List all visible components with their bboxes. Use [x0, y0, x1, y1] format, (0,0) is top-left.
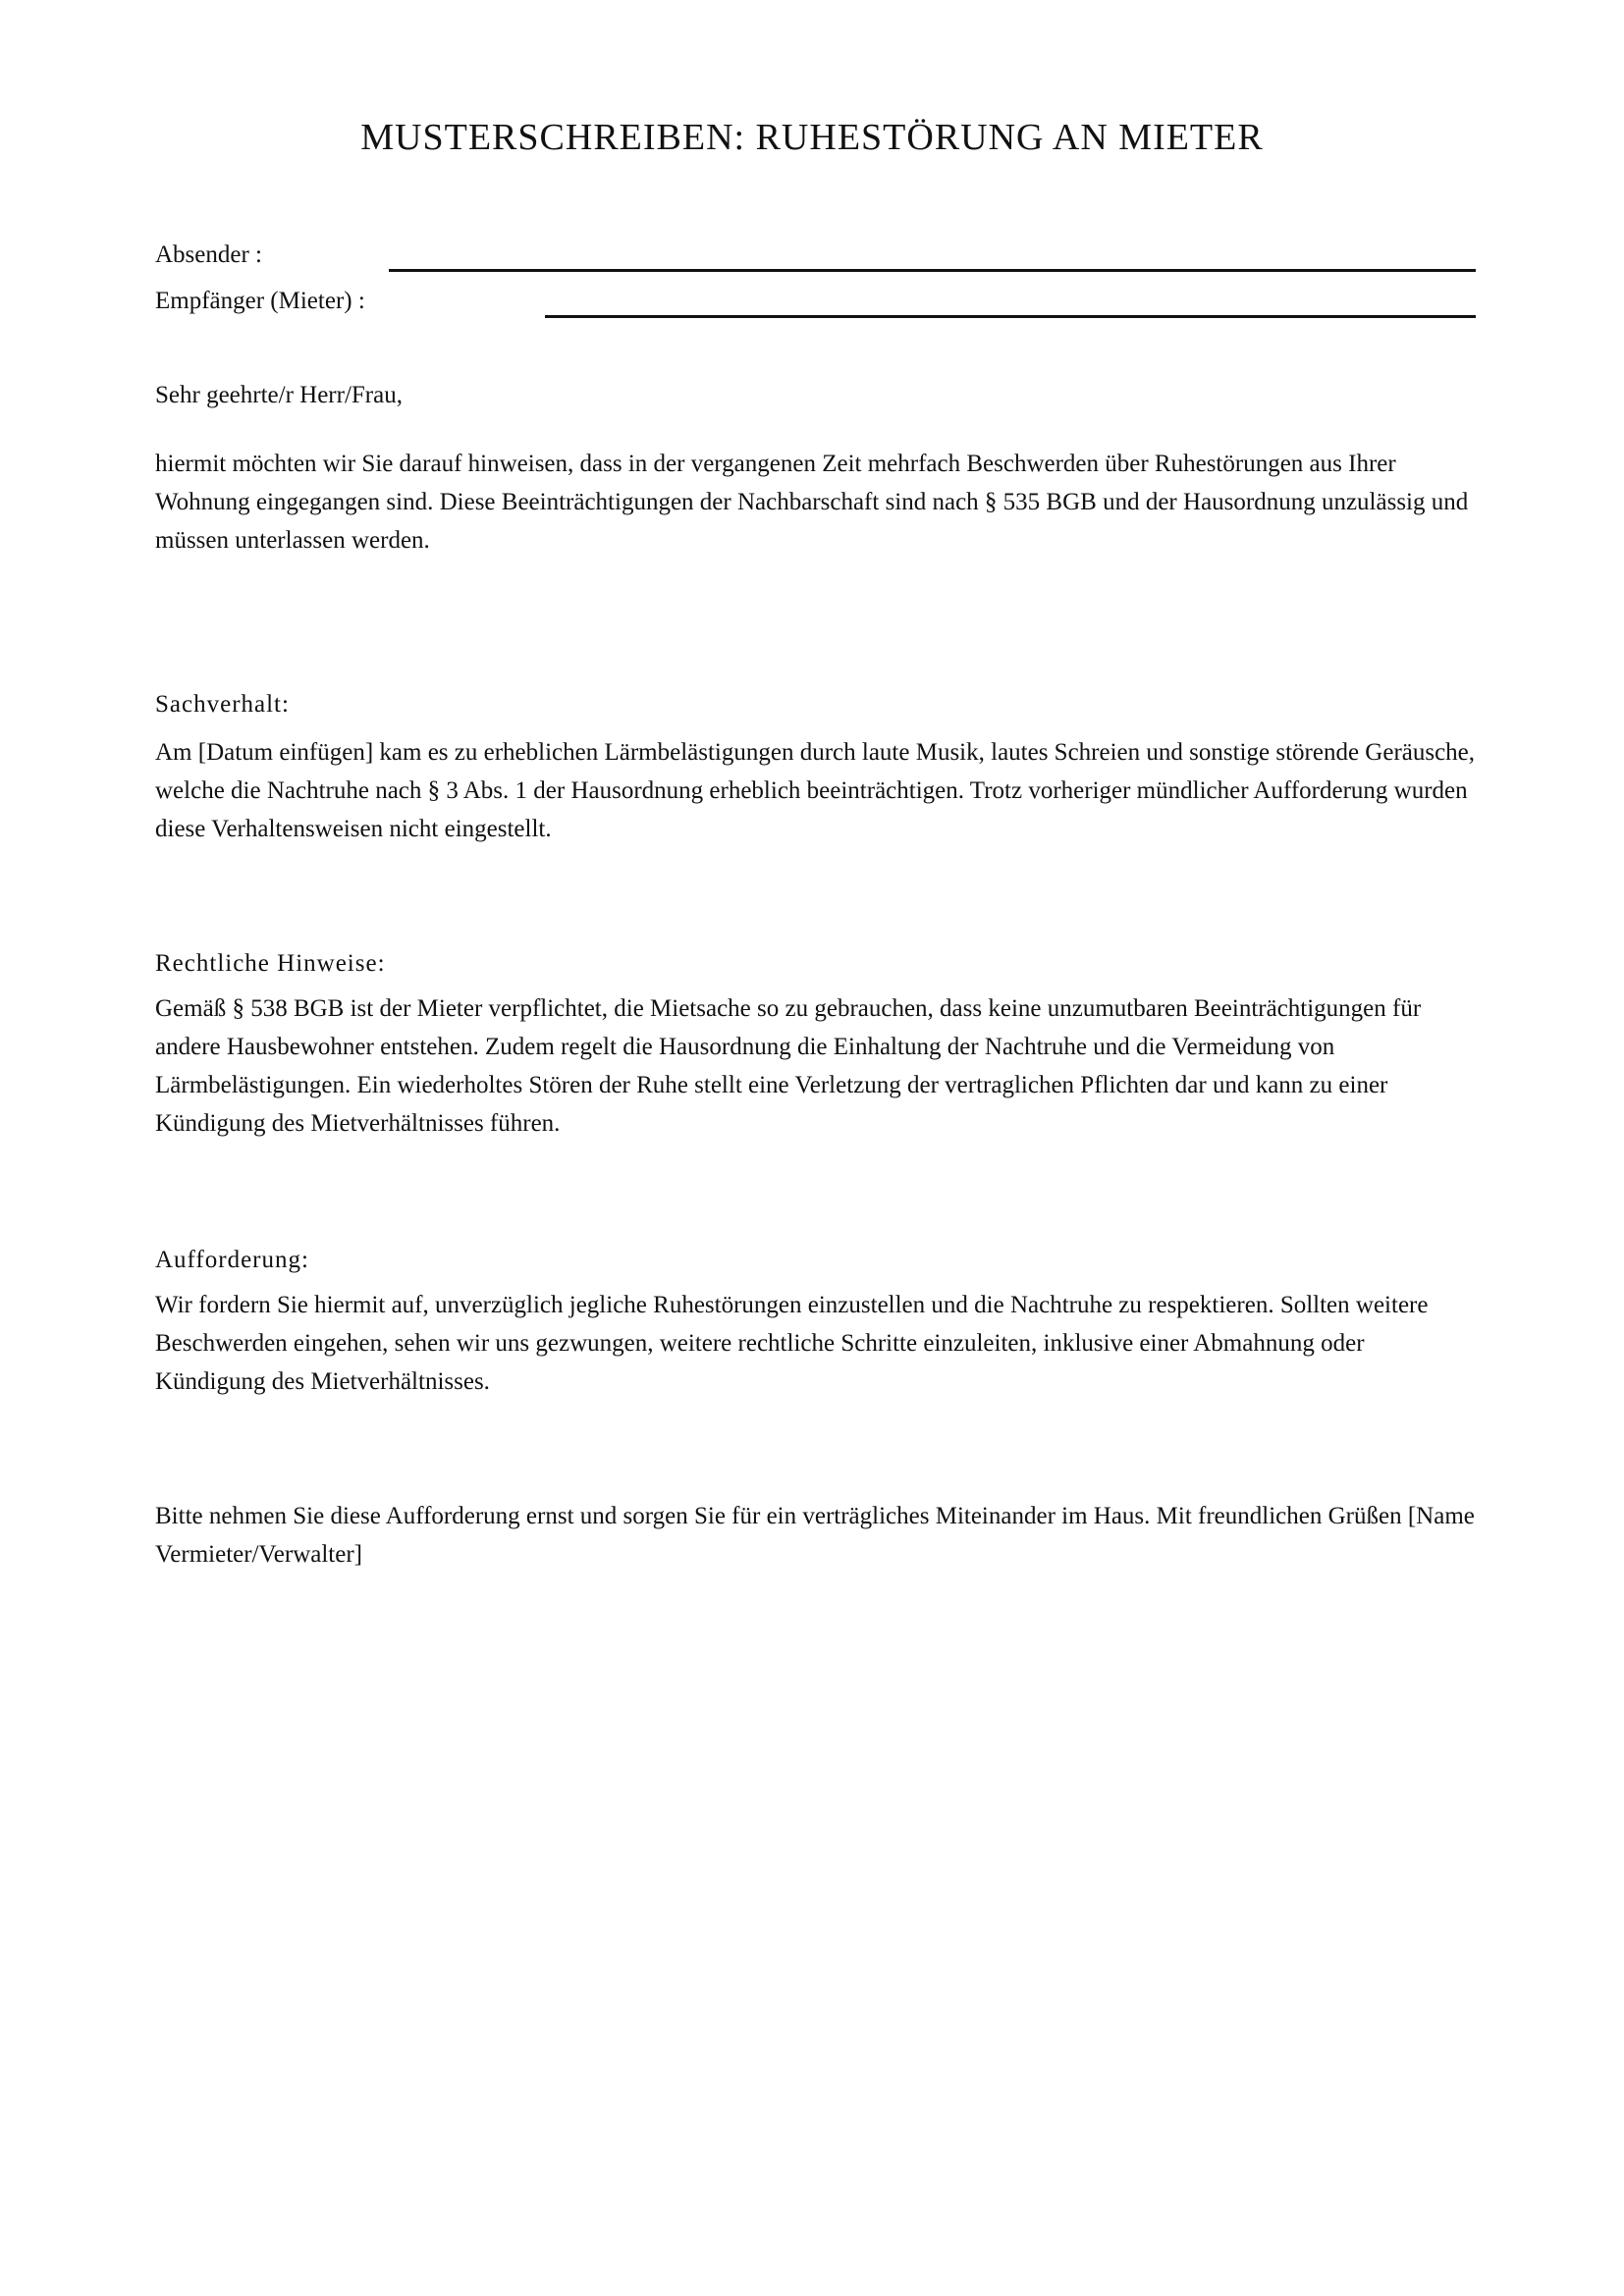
section-heading-sachverhalt: Sachverhalt:	[155, 691, 290, 718]
section-text-sachverhalt: Am [Datum einfügen] kam es zu erheblichen Lärmbelästigungen durch laute Musik, lautes Schreien und sonstige störende Geräusche, welche die Nachtruhe nach § 3 Abs. 1 der Hausordnung erheblich beeinträchtigen. Trotz vorheriger mündlicher Aufforderung wurden diese Verhaltensweisen nicht eingestellt.	[155, 739, 1476, 842]
document-title: MUSTERSCHREIBEN: RUHESTÖRUNG AN MIETER	[360, 117, 1264, 158]
section-text-rechtliche-hinweise: Gemäß § 538 BGB ist der Mieter verpflichtet, die Mietsache so zu gebrauchen, dass keine unzumutbaren Beeinträchtigungen für andere Hausbewohner entstehen. Zudem regelt die Hausordnung die Einhaltung der Nachtruhe und die Vermeidung von Lärmbelästigungen. Ein wiederholtes Stören der Ruhe stellt eine Verletzung der vertraglichen Pflichten dar und kann zu einer Kündigung des Mietverhältnisses führen.	[155, 995, 1422, 1137]
recipient-line	[545, 315, 1476, 318]
greeting: Sehr geehrte/r Herr/Frau,	[155, 382, 403, 408]
section-text-aufforderung: Wir fordern Sie hiermit auf, unverzüglich jegliche Ruhestörungen einzustellen und die Nachtruhe zu respektieren. Sollten weitere Beschwerden eingehen, sehen wir uns gezwungen, weitere rechtliche Schritte einzuleiten, inklusive einer Abmahnung oder Kündigung des Mietverhältnisses.	[155, 1292, 1429, 1395]
recipient-field	[155, 282, 1476, 321]
sender-field	[155, 236, 1476, 275]
sender-label: Absender :	[155, 241, 262, 268]
section-heading-rechtliche-hinweise: Rechtliche Hinweise:	[155, 950, 386, 977]
intro-paragraph: hiermit möchten wir Sie darauf hinweisen, dass in der vergangenen Zeit mehrfach Beschwerden über Ruhestörungen aus Ihrer Wohnung eingegangen sind. Diese Beeinträchtigungen der Nachbarschaft sind nach § 535 BGB und der Hausordnung unzulässig und müssen unterlassen werden.	[155, 451, 1469, 554]
recipient-label: Empfänger (Mieter) :	[155, 288, 365, 314]
closing-paragraph: Bitte nehmen Sie diese Aufforderung ernst und sorgen Sie für ein verträgliches Miteinander im Haus. Mit freundlichen Grüßen [Name Vermieter/Verwalter]	[155, 1503, 1475, 1568]
sender-line	[389, 269, 1476, 272]
section-heading-aufforderung: Aufforderung:	[155, 1247, 309, 1273]
